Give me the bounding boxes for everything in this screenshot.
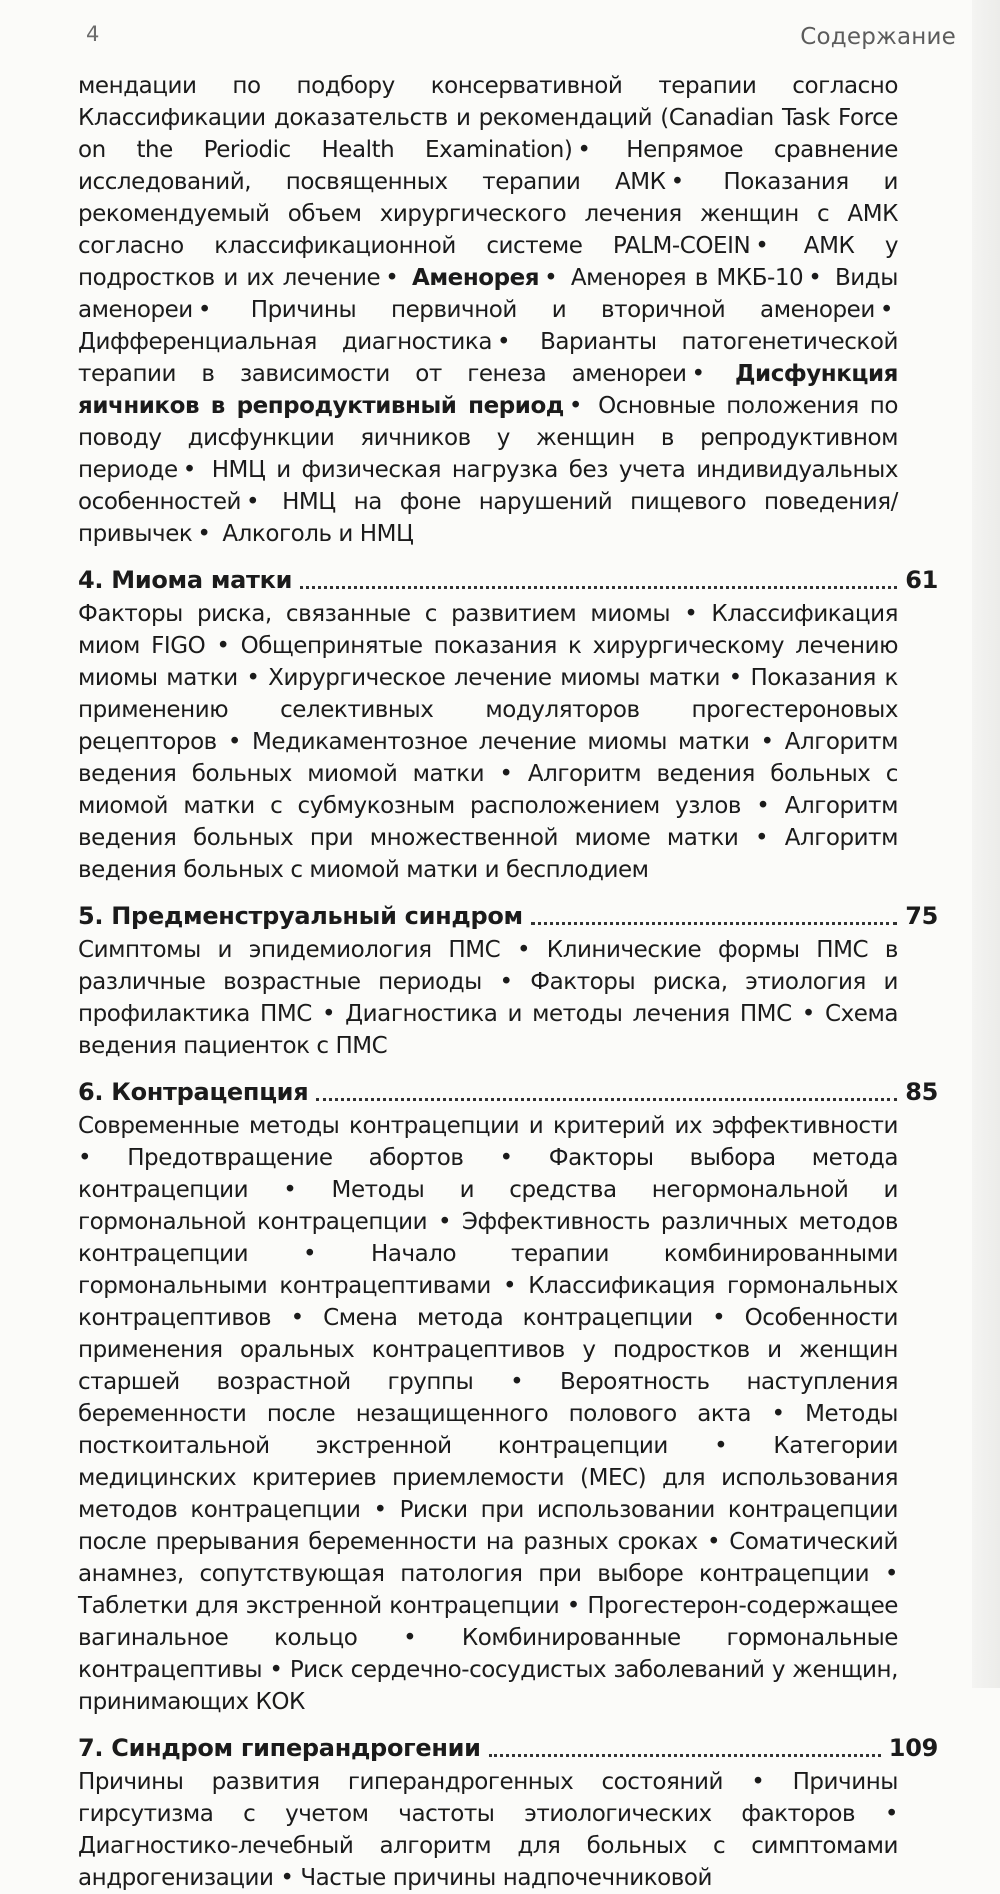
section-topics: Причины развития гиперандрогенных состояний • Причины гирсутизма с учетом частоты этиологических факторов • Диагностико-лечебный алгоритм для больных с симптомами андрогенизации • Частые причины надпочечниковой <box>78 1769 898 1891</box>
toc-section-7 <box>78 1730 938 1894</box>
section-topics: Факторы риска, связанные с развитием миомы • Классификация миом FIGO • Общепринятые показания к хирургическому лечению миомы матки • Хирургическое лечение миомы матки • Показания к применению селективных модуляторов прогестероновых рецепторов • Медикаментозное лечение миомы матки • Алгоритм ведения больных миомой матки • Алгоритм ведения больных с миомой матки с субмукозным расположением узлов • Алгоритм ведения больных при множественной миоме матки • Алгоритм ведения больных с миомой матки и бесплодием <box>78 601 898 883</box>
intro-bold-topic: Дисфункция яичников в репродуктивный период <box>78 361 898 419</box>
page-header <box>86 22 956 58</box>
toc-content <box>78 70 938 1894</box>
section-topics: Современные методы контрацепции и критерий их эффективности • Предотвращение абортов • Факторы выбора метода контрацепции • Методы и средства негормональной и гормональной контрацепции • Эффективность различных методов контрацепции • Начало терапии комбинированными гормональными контрацептивами • Классификация гормональных контрацептивов • Смена метода контрацепции • Особенности применения оральных контрацептивов у подростков и женщин старшей возрастной группы • Вероятность наступления беременности после незащищенного полового акта • Методы посткоитальной экстренной контрацепции • Категории медицинских критериев приемлемости (MEC) для использования методов контрацепции • Риски при использовании контрацепции после прерывания беременности на разных сроках • Соматический анамнез, сопутствующая патология при выборе контрацепции • Таблетки для экстренной контрацепции • Прогестерон-содержащее вагинальное кольцо • Комбинированные гормональные контрацептивы • Риск сердечно-сосудистых заболеваний у женщин, принимающих КОК <box>78 1113 898 1715</box>
intro-topic: Дифференциальная диагностика <box>78 329 493 355</box>
intro-topic: АМК у подростков и их лечение <box>78 233 898 291</box>
intro-topic: Варианты патогенетической терапии в зависимости от генеза аменореи <box>78 329 898 387</box>
intro-topic: НМЦ и физическая нагрузка без учета индивидуальных особенностей <box>78 457 898 515</box>
section-topics: Симптомы и эпидемиология ПМС • Клинические формы ПМС в различные возрастные периоды • Факторы риска, этиология и профилактика ПМС • Диагностика и методы лечения ПМС • Схема ведения пациенток с ПМС <box>78 937 898 1059</box>
section-title: 4. Миома матки <box>78 566 293 594</box>
section-page-number: 75 <box>905 902 938 930</box>
intro-topic: Причины первичной и вторичной аменореи <box>250 297 875 323</box>
page-number: 4 <box>86 22 100 46</box>
toc-section-4 <box>78 562 938 886</box>
section-heading <box>78 1730 938 1766</box>
intro-topic: НМЦ на фоне нарушений пищевого поведения/привычек <box>78 489 898 547</box>
intro-topic: Аменорея в МКБ-10 <box>570 265 804 291</box>
dot-leader <box>300 586 897 589</box>
intro-paragraph: мендации по подбору консервативной терапии согласно Классификации доказательств и рекомендаций (Canadian Task Force on the Periodic Health Examination) • Непрямое сравнение исследований, посвященных терапии АМК • Показания и рекомендуемый объем хирургического лечения женщин с АМК согласно классификационной системе PALM-COEIN • АМК у подростков и их лечение • Аменорея • Аменорея в МКБ-10 • Виды аменореи • Причины первичной и вторичной аменореи • Дифференциальная диагностика • Варианты патогенетической терапии в зависимости от генеза аменореи • Дисфункция яичников в репродуктивный период • Основные положения по поводу дисфункции яичников у женщин в репродуктивном периоде • НМЦ и физическая нагрузка без учета индивидуальных особенностей • НМЦ на фоне нарушений пищевого поведения/привычек • Алкоголь и НМЦ <box>78 73 899 547</box>
section-title: 6. Контрацепция <box>78 1078 309 1106</box>
dot-leader <box>531 922 897 925</box>
section-page-number: 109 <box>888 1734 938 1762</box>
intro-topic: мендации по подбору консервативной терапии согласно Классификации доказательств и рекомендаций (Canadian Task Force on the Periodic Health Examination) <box>78 73 898 163</box>
toc-section-5 <box>78 898 938 1062</box>
section-heading <box>78 562 938 598</box>
toc-section-6 <box>78 1074 938 1718</box>
intro-topic: Основные положения по поводу дисфункции яичников у женщин в репродуктивном периоде <box>78 393 898 483</box>
intro-topic: Непрямое сравнение исследований, посвященных терапии АМК <box>78 137 899 195</box>
section-title: 5. Предменструальный синдром <box>78 902 523 930</box>
intro-topic: Виды аменореи <box>78 265 898 323</box>
section-page-number: 61 <box>905 566 938 594</box>
section-heading <box>78 898 938 934</box>
section-heading <box>78 1074 938 1110</box>
page-edge-shadow <box>972 0 1000 1688</box>
running-title: Содержание <box>800 24 956 50</box>
section-page-number: 85 <box>905 1078 938 1106</box>
intro-bold-topic: Аменорея <box>411 265 540 291</box>
dot-leader <box>316 1098 897 1101</box>
intro-topic: Алкоголь и НМЦ <box>222 521 414 547</box>
dot-leader <box>489 1754 881 1757</box>
section-title: 7. Синдром гиперандрогении <box>78 1734 481 1762</box>
intro-topic: Показания и рекомендуемый объем хирургического лечения женщин с АМК согласно классификационной системе PALM-COEIN <box>78 169 898 259</box>
